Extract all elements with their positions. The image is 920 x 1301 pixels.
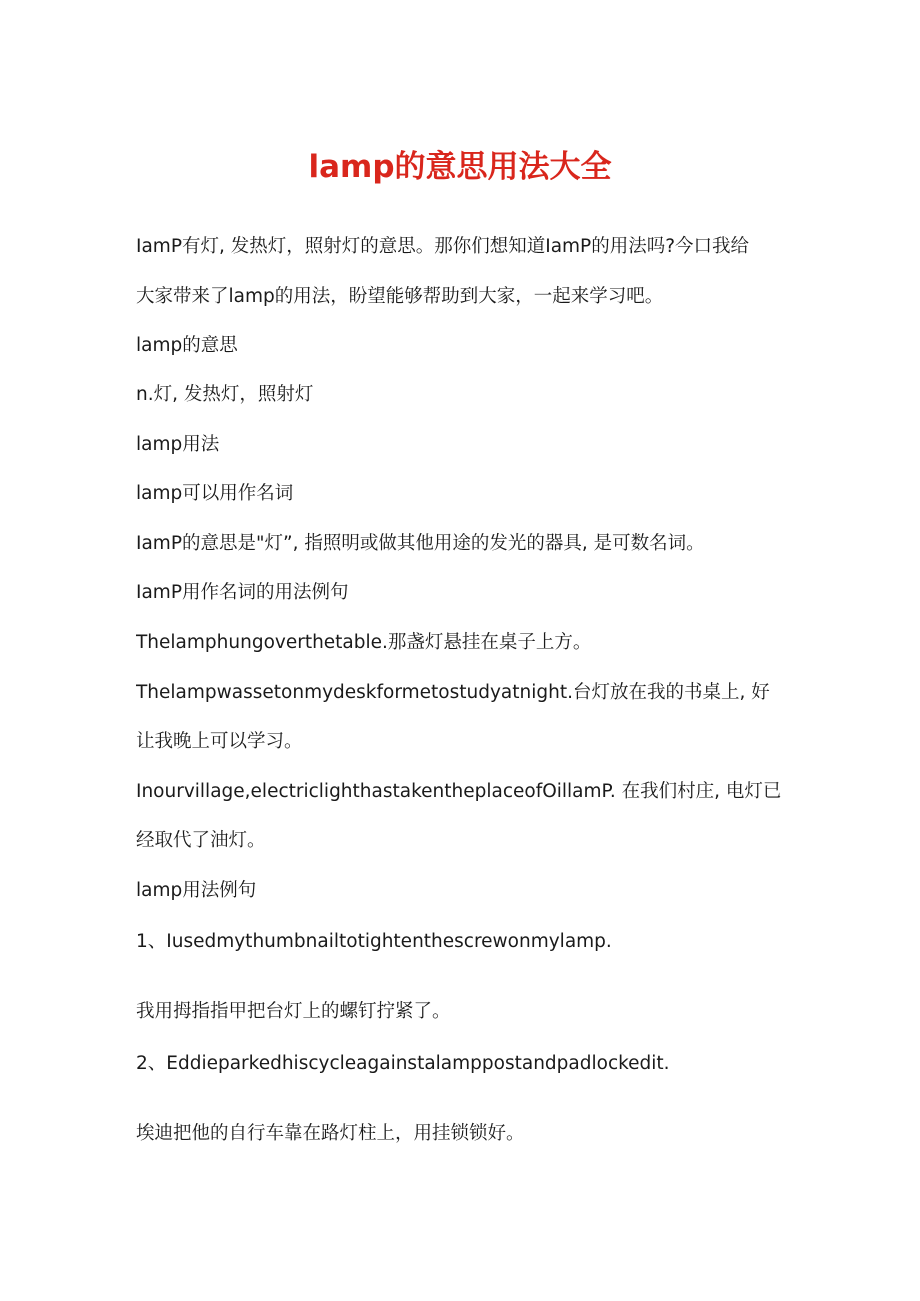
example-sentence-1: Thelamphungoverthetable.那盏灯悬挂在桌子上方。 [136,632,592,653]
noun-examples-heading: IamP用作名词的用法例句 [136,582,349,603]
numbered-example-2: 2、Eddieparkedhiscycleagainstalamppostandpadlockedit. [136,1053,670,1074]
numbered-example-1-translation: 我用拇指指甲把台灯上的螺钉拧紧了。 [136,1001,451,1022]
meaning-heading: lamp的意思 [136,335,238,356]
usage-as-noun: lamp可以用作名词 [136,483,294,504]
example-sentence-3: Inourvillage,electriclighthastakentheplaceofOillamP. 在我们村庄, 电灯已 [136,781,782,802]
meaning-definition: n.灯, 发热灯，照射灯 [136,384,314,405]
usage-heading: lamp用法 [136,434,220,455]
example-sentence-2: Thelampwassetonmydeskformetostudyatnight.台灯放在我的书桌上, 好 [136,682,770,703]
example-sentence-3-cont: 经取代了油灯。 [136,830,266,851]
example-sentence-2-cont: 让我晚上可以学习。 [136,731,303,752]
intro-line-2: 大家带来了lamp的用法，盼望能够帮助到大家，一起来学习吧。 [136,286,664,307]
usage-examples-heading: lamp用法例句 [136,880,257,901]
document-title: lamp的意思用法大全 [308,149,612,185]
intro-line-1: IamP有灯, 发热灯，照射灯的意思。那你们想知道IamP的用法吗?今口我给 [136,236,750,257]
numbered-example-1: 1、Iusedmythumbnailtotightenthescrewonmylamp. [136,931,612,952]
numbered-example-2-translation: 埃迪把他的自行车靠在路灯柱上，用挂锁锁好。 [136,1123,525,1144]
usage-explanation: IamP的意思是"灯”, 指照明或做其他用途的发光的器具, 是可数名词。 [136,533,705,554]
